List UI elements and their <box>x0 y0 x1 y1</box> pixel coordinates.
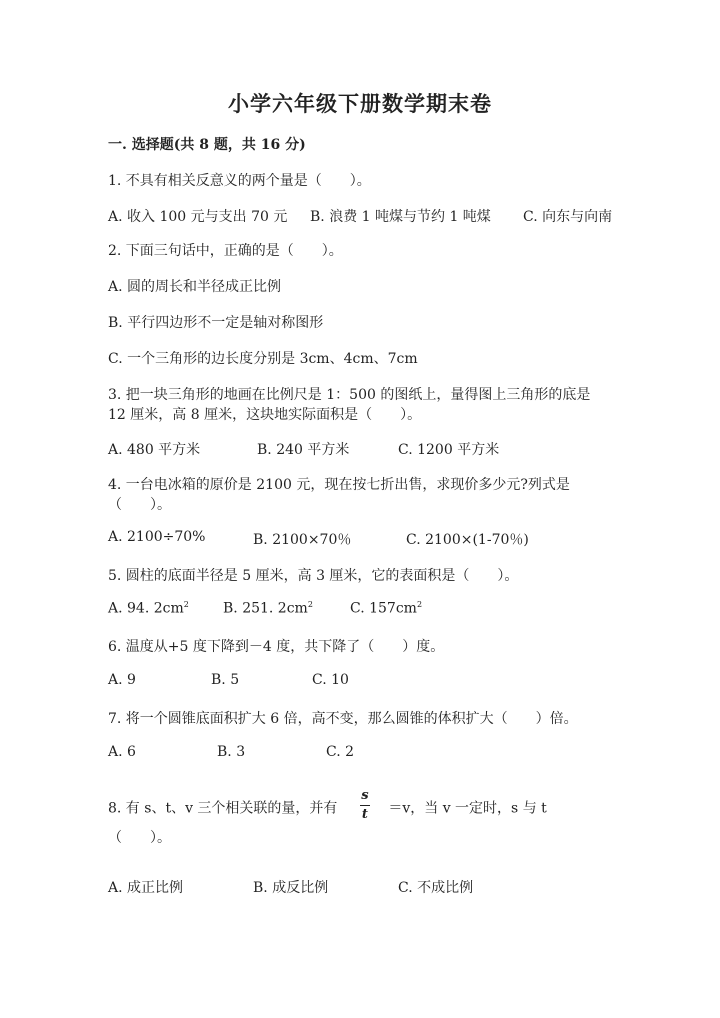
q4-option-c: C. 2100×(1-70％) <box>406 532 529 548</box>
q6-option-a: A. 9 <box>108 672 136 688</box>
q2-option-b: B. 平行四边形不一定是轴对称图形 <box>108 315 324 331</box>
q3-option-b: B. 240 平方米 <box>257 442 350 458</box>
q7-option-a: A. 6 <box>108 744 136 760</box>
question-5: 5. 圆柱的底面半径是 5 厘米，高 3 厘米，它的表面积是（ ）。 <box>108 568 519 584</box>
question-4-line-2: （ ）。 <box>108 497 171 513</box>
q2-option-a: A. 圆的周长和半径成正比例 <box>108 279 282 295</box>
q3-option-c: C. 1200 平方米 <box>398 442 500 458</box>
q2-option-c: C. 一个三角形的边长度分别是 3cm、4cm、7cm <box>108 351 418 367</box>
question-7: 7. 将一个圆锥底面积扩大 6 倍，高不变，那么圆锥的体积扩大（ ）倍。 <box>108 711 578 727</box>
q1-option-a: A. 收入 100 元与支出 70 元 <box>108 209 288 225</box>
fraction-denominator: t <box>361 807 368 822</box>
q8-option-c: C. 不成比例 <box>398 880 474 896</box>
fraction-s-over-t <box>360 789 370 822</box>
question-4-line-1: 4. 一台电冰箱的原价是 2100 元，现在按七折出售，求现价多少元?列式是 <box>108 477 570 493</box>
question-6: 6. 温度从+5 度下降到－4 度，共下降了（ ）度。 <box>108 639 445 655</box>
q3-option-a: A. 480 平方米 <box>108 442 201 458</box>
q6-option-c: C. 10 <box>312 672 349 688</box>
page-title: 小学六年级下册数学期末卷 <box>228 91 492 116</box>
q4-option-b: B. 2100×70％ <box>253 532 352 548</box>
question-8-line-1: 8. 有 s、t、v 三个相关联的量，并有 $\frac{s}{t} =v$，当 v 一定时，s 与 t <box>108 788 547 822</box>
question-8-line-2: （ ）。 <box>108 830 171 846</box>
q6-option-b: B. 5 <box>211 672 240 688</box>
q1-option-c: C. 向东与向南 <box>523 209 613 225</box>
q4-option-a: A. 2100÷70% <box>108 529 206 545</box>
question-2: 2. 下面三句话中，正确的是（ ）。 <box>108 243 343 259</box>
question-3-line-2: 12 厘米，高 8 厘米，这块地实际面积是（ ）。 <box>108 407 422 423</box>
question-1: 1. 不具有相关反意义的两个量是（ ）。 <box>108 173 371 189</box>
fraction-numerator: s <box>361 788 369 803</box>
q8-option-a: A. 成正比例 <box>108 880 184 896</box>
section-heading: 一. 选择题(共 8 题，共 16 分) <box>108 137 306 153</box>
q5-option-b: B. 251. $2cm^2$ <box>223 600 313 617</box>
q5-option-c: C. $157cm^2$ <box>350 600 423 617</box>
question-3-line-1: 3. 把一块三角形的地画在比例尺是 1：500 的图纸上，量得图上三角形的底是 <box>108 387 591 403</box>
q8-option-b: B. 成反比例 <box>253 880 329 896</box>
q1-option-b: B. 浪费 1 吨煤与节约 1 吨煤 <box>310 209 491 225</box>
q7-option-c: C. 2 <box>326 744 355 760</box>
q7-option-b: B. 3 <box>217 744 246 760</box>
q5-option-a: A. 94. $2cm^2$ <box>108 600 189 617</box>
